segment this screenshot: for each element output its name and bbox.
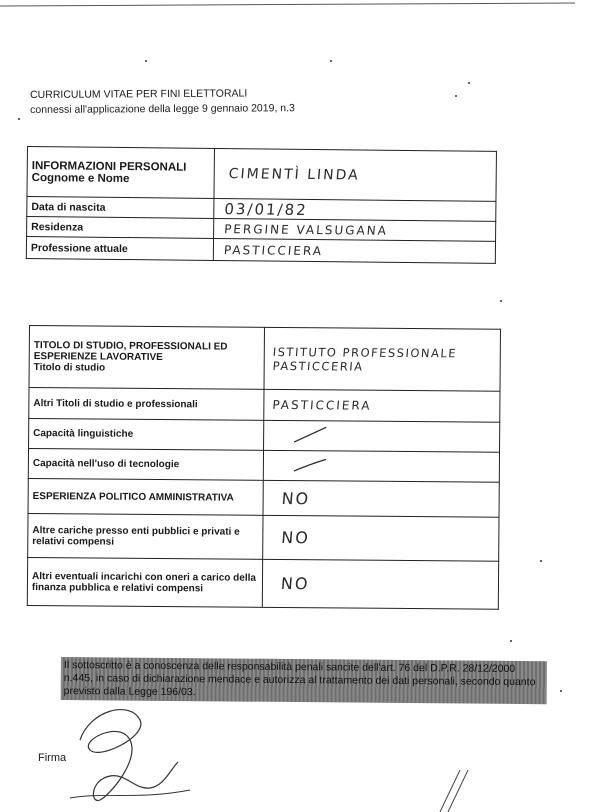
public-finance-roles-label: Altri eventuali incarichi con oneri a carico della finanza pubblica e relativi compensi (27, 557, 262, 607)
study-title-value-cell (264, 327, 500, 391)
personal-info-header-cell (27, 147, 215, 199)
personal-info-section-label: INFORMAZIONI PERSONALI (31, 159, 187, 174)
job-label: Professione attuale (26, 237, 213, 261)
study-title-value-2: PASTICCERIA (272, 358, 365, 374)
scan-speck (145, 60, 147, 62)
study-title-value-1: ISTITUTO PROFESSIONALE (272, 344, 458, 360)
personal-info-table (26, 146, 497, 264)
education-experience-table (27, 325, 501, 610)
tech-label: Capacità nell'uso di tecnologie (28, 449, 263, 481)
job-value-cell (213, 238, 495, 263)
birth-label: Data di nascita (27, 197, 214, 219)
heading-subtitle: connessi all'applicazione della legge 9 gennaio 2019, n.3 (30, 102, 295, 116)
scan-speck (510, 640, 512, 642)
slash-mark-icon (292, 424, 328, 444)
declaration-text: Il sottoscritto è a conoscenza delle responsabilità penali sancite dell'art. 76 del D.P.R. 28/12/2000 n.445, in caso di dichiarazione mendace e autorizza al trattamento dei dati personali, secondo quanto previsto dalla Legge 196/03. (63, 659, 536, 699)
handwritten-signature (60, 700, 200, 810)
slash-mark-icon (292, 454, 328, 474)
scan-speck (500, 300, 502, 302)
name-label: Cognome e Nome (31, 171, 130, 185)
document-heading (30, 86, 295, 118)
languages-label: Capacità linguistiche (29, 419, 264, 451)
public-finance-roles-value-cell (262, 559, 498, 609)
residence-label: Residenza (27, 217, 214, 239)
birth-value: 03/01/82 (223, 199, 309, 219)
political-experience-value-cell (263, 480, 499, 517)
tech-value-cell (263, 450, 499, 482)
languages-value-cell (264, 420, 500, 452)
other-titles-value: PASTICCIERA (271, 397, 373, 413)
job-value: PASTICCIERA (223, 242, 324, 258)
political-experience-value: NO (280, 488, 311, 508)
name-value-cell (214, 148, 497, 201)
political-experience-label: ESPERIENZA POLITICO AMMINISTRATIVA (28, 478, 263, 515)
scan-speck (540, 560, 542, 562)
scan-edge-lines (420, 770, 540, 812)
scan-speck (18, 118, 20, 120)
other-roles-value: NO (280, 527, 311, 548)
education-section-label-1: TITOLO DI STUDIO, PROFESSIONALI ED (33, 340, 228, 353)
scan-edge-line (0, 2, 575, 6)
other-titles-value-cell (264, 389, 500, 422)
heading-title: CURRICULUM VITAE PER FINI ELETTORALI (30, 87, 248, 101)
title-label-cell (29, 326, 264, 390)
scan-speck (468, 82, 470, 84)
residence-value: PERGINE VALSUGANA (223, 221, 389, 238)
education-section-label-2: ESPERIENZE LAVORATIVE (33, 351, 163, 364)
birth-value-cell (214, 198, 496, 221)
signature-label: Firma (38, 752, 67, 764)
other-titles-label: Altri Titoli di studio e professionali (29, 388, 264, 421)
privacy-declaration (61, 657, 547, 704)
name-value: CIMENTÌ LINDA (228, 165, 361, 183)
public-finance-roles-value: NO (280, 573, 311, 594)
scan-speck (560, 690, 562, 692)
other-roles-label: Altre cariche presso enti pubblici e privati e relativi compensi (28, 513, 263, 559)
scan-speck (330, 60, 332, 62)
scan-speck (455, 95, 457, 97)
study-title-label: Titolo di studio (33, 362, 106, 374)
other-roles-value-cell (263, 515, 499, 561)
